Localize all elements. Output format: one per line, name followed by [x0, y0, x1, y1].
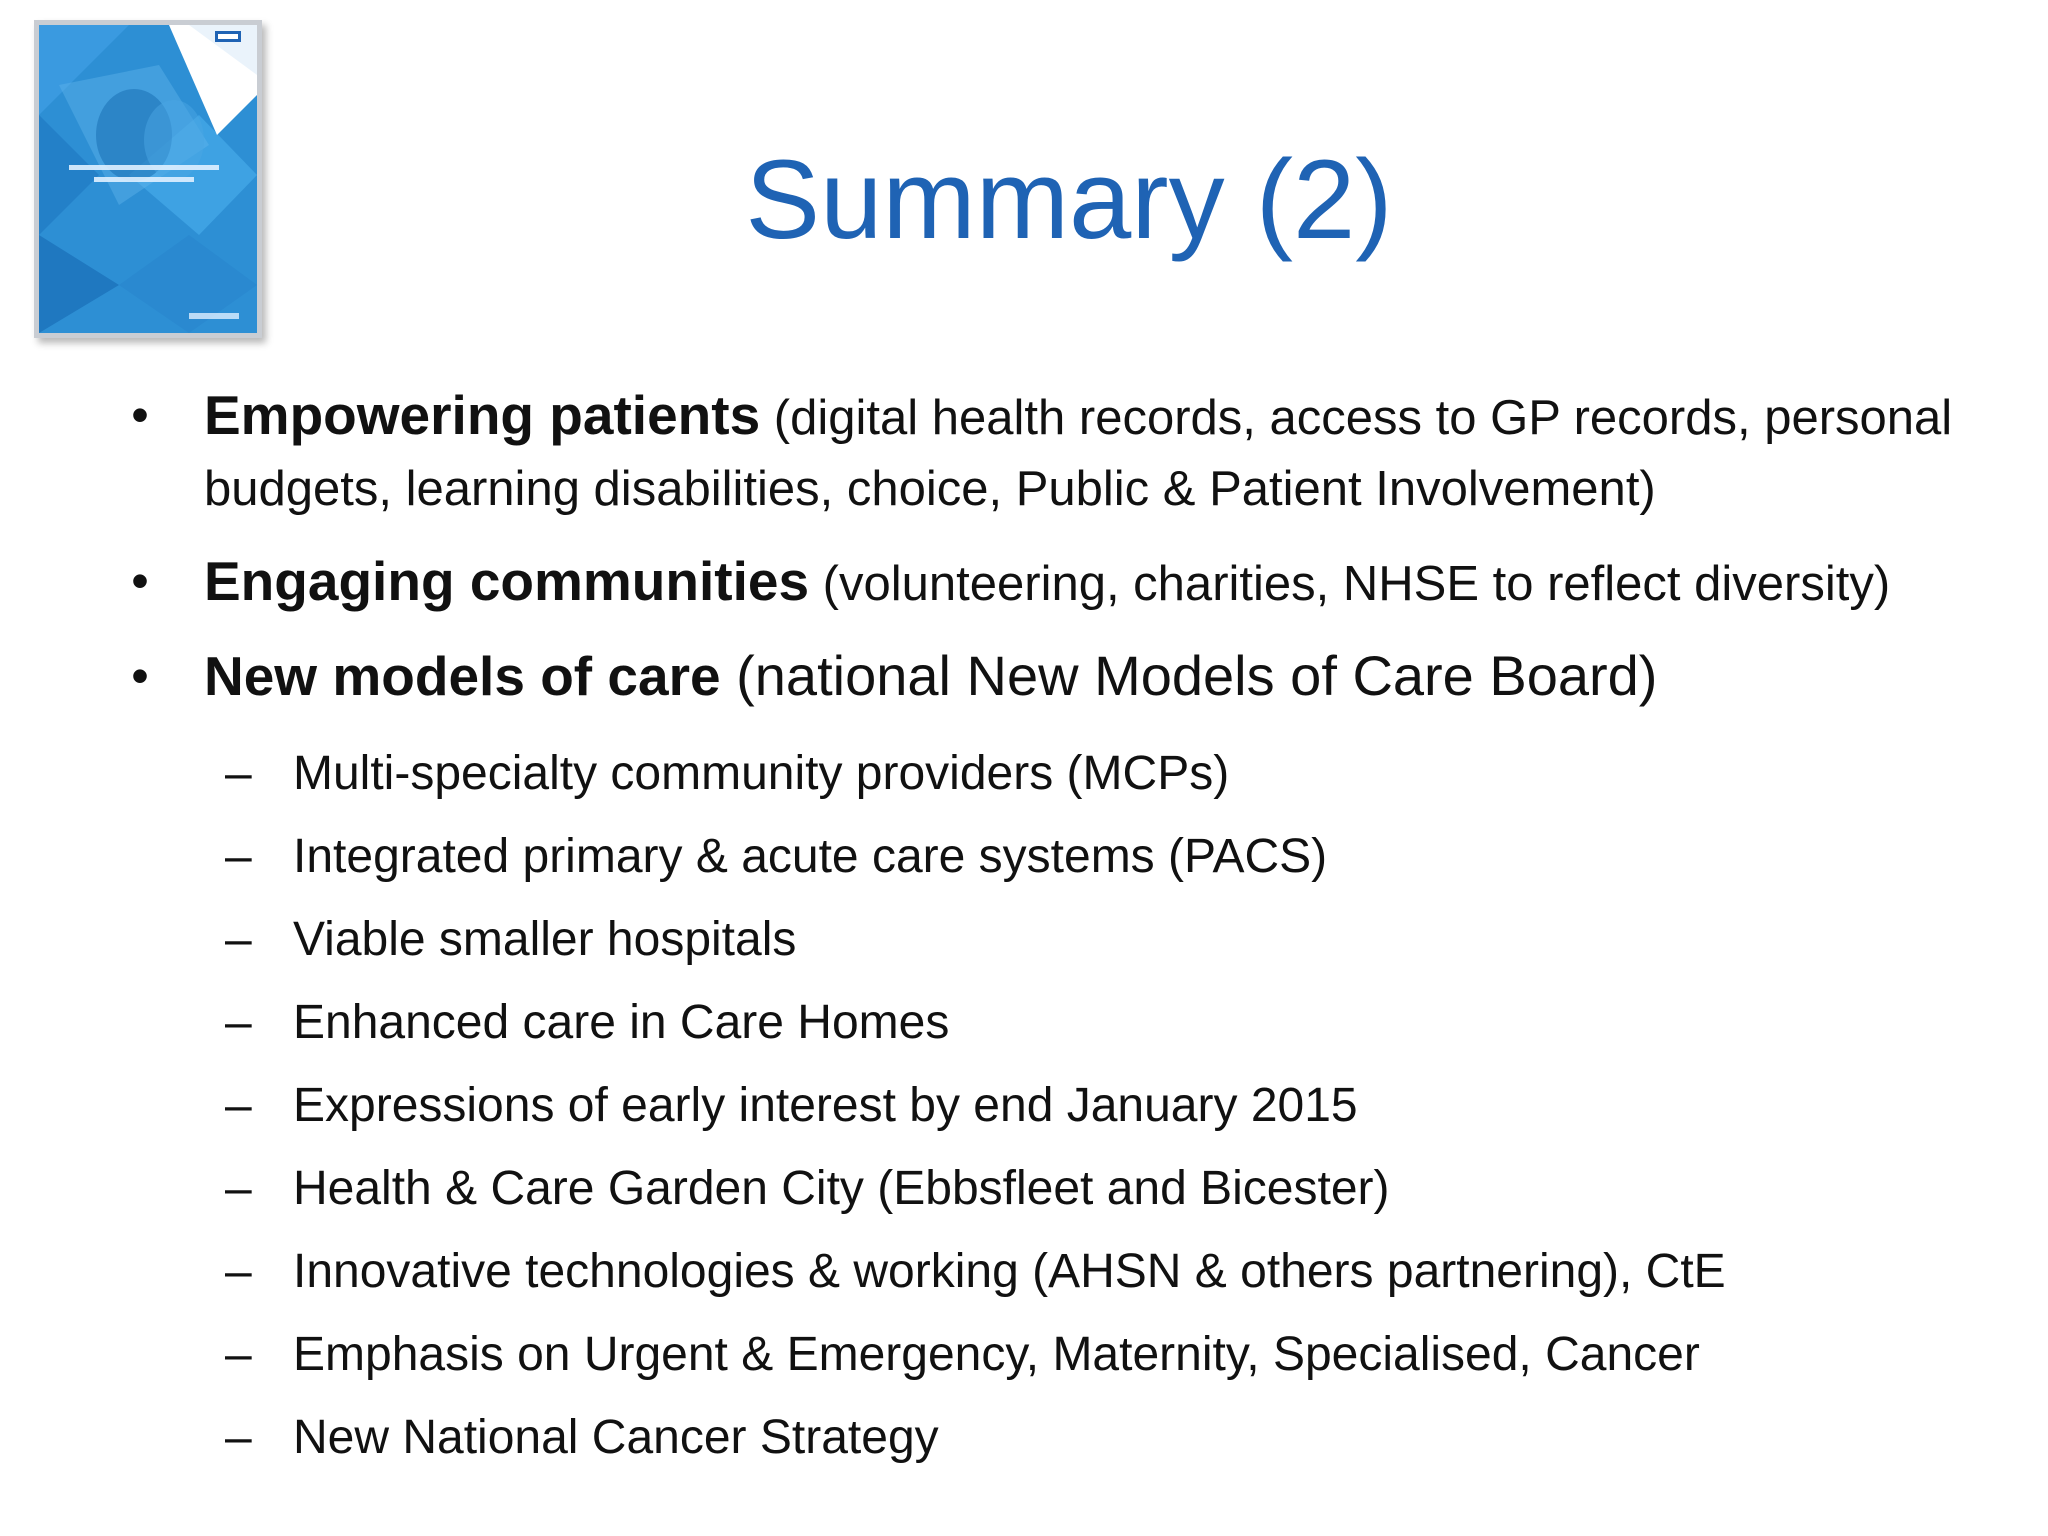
- dash-symbol: –: [225, 1245, 252, 1298]
- sub-bullet-item: [225, 1396, 2025, 1479]
- bullet-detail: (national New Models of Care Board): [720, 644, 1658, 707]
- sub-bullet-item: [225, 898, 2025, 981]
- sub-bullet-text: Expressions of early interest by end January 2015: [293, 1079, 1358, 1132]
- sub-bullet-text: Health & Care Garden City (Ebbsfleet and Bicester): [293, 1162, 1390, 1215]
- dash-symbol: –: [225, 996, 252, 1049]
- sub-bullet-item: [225, 1313, 2025, 1396]
- dash-symbol: –: [225, 1079, 252, 1132]
- sub-bullet-item: [225, 1230, 2025, 1313]
- bullet-detail: (digital health records, access to GP records, personal budgets, learning disabilities, choice, Public & Patient Involvement): [204, 391, 1953, 516]
- bullet-engaging-communities: [120, 546, 2020, 619]
- sub-bullet-item: [225, 732, 2025, 815]
- sub-bullet-item: [225, 1147, 2025, 1230]
- sub-bullet-item: [225, 981, 2025, 1064]
- bullet-lead: Empowering patients: [204, 384, 761, 446]
- bullet-symbol: •: [131, 553, 149, 609]
- dash-symbol: –: [225, 747, 252, 800]
- dash-symbol: –: [225, 830, 252, 883]
- dash-symbol: –: [225, 1411, 252, 1464]
- sub-bullet-text: Integrated primary & acute care systems (PACS): [293, 830, 1328, 883]
- bullet-lead: New models of care: [204, 645, 721, 707]
- dash-symbol: –: [225, 913, 252, 966]
- bullet-detail: (volunteering, charities, NHSE to reflect diversity): [809, 557, 1891, 611]
- sub-bullet-text: Viable smaller hospitals: [293, 913, 797, 966]
- bullet-symbol: •: [131, 648, 149, 704]
- sub-bullet-list: [225, 732, 2025, 1479]
- bullet-empowering-patients: [120, 380, 2020, 524]
- sub-bullet-text: Enhanced care in Care Homes: [293, 996, 950, 1049]
- dash-symbol: –: [225, 1328, 252, 1381]
- sub-bullet-text: Emphasis on Urgent & Emergency, Maternity, Specialised, Cancer: [293, 1328, 1700, 1381]
- sub-bullet-item: [225, 815, 2025, 898]
- bullet-symbol: •: [131, 387, 149, 443]
- sub-bullet-text: New National Cancer Strategy: [293, 1411, 939, 1464]
- sub-bullet-text: Multi-specialty community providers (MCPs): [293, 747, 1230, 800]
- sub-bullet-text: Innovative technologies & working (AHSN & others partnering), CtE: [293, 1245, 1726, 1298]
- main-bullet-list: [120, 380, 2020, 735]
- dash-symbol: –: [225, 1162, 252, 1215]
- bullet-lead: Engaging communities: [204, 550, 810, 612]
- slide-title: Summary (2): [745, 137, 1393, 262]
- bullet-new-models-of-care: [120, 641, 2020, 713]
- sub-bullet-item: [225, 1064, 2025, 1147]
